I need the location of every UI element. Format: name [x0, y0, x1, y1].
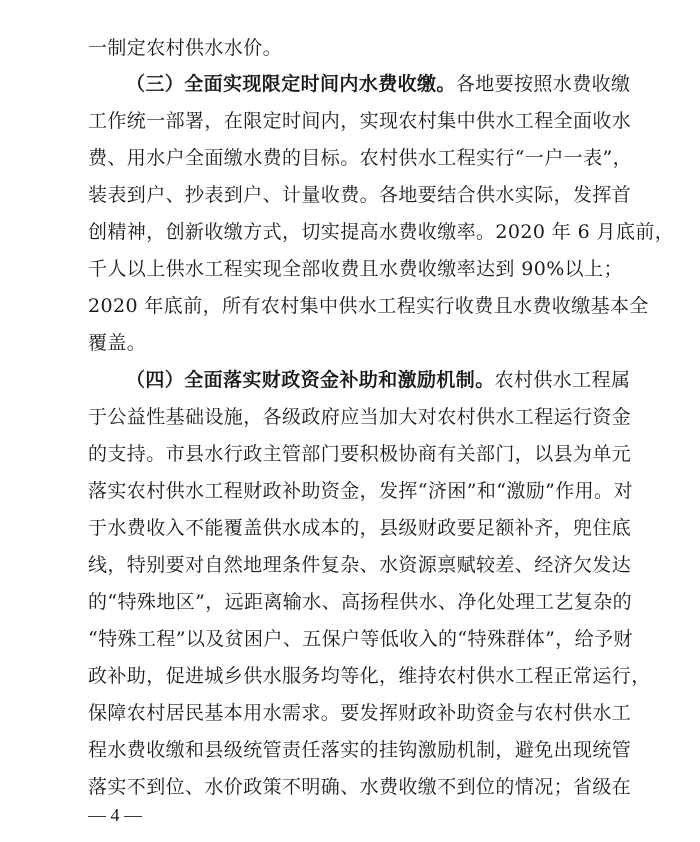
paragraph-line: 工作统一部署，在限定时间内，实现农村集中供水工程全面收水	[88, 110, 632, 132]
paragraph-line: 于水费收入不能覆盖供水成本的，县级财政要足额补齐，兜住底	[88, 517, 632, 539]
paragraph-text: 各地要按照水费收缴	[455, 73, 631, 95]
paragraph-line: 于公益性基础设施，各级政府应当加大对农村供水工程运行资金	[88, 406, 632, 428]
paragraph-line: 装表到户、抄表到户、计量收费。各地要结合供水实际，发挥首	[88, 184, 632, 206]
paragraph-line: 一制定农村供水水价。	[88, 37, 283, 59]
paragraph-line: 千人以上供水工程实现全部收费且水费收缴率达到 90%以上；	[88, 258, 623, 280]
paragraph-line: 的支持。市县水行政主管部门要积极协商有关部门，以县为单元	[88, 443, 632, 465]
paragraph-line: 落实农村供水工程财政补助资金，发挥“济困”和“激励”作用。对	[88, 480, 633, 502]
section-4-heading: （四）全面落实财政资金补助和激励机制。	[126, 369, 495, 391]
paragraph-line: “特殊工程”以及贫困户、五保户等低收入的“特殊群体”，给予财	[88, 628, 633, 650]
paragraph-line: 费、用水户全面缴水费的目标。农村供水工程实行“一户一表”，	[88, 147, 633, 169]
section-4-first-line	[126, 362, 631, 398]
paragraph-line: 程水费收缴和县级统管责任落实的挂钩激励机制，避免出现统管	[88, 739, 632, 761]
paragraph-line: 2020 年底前，所有农村集中供水工程实行收费且水费收缴基本全	[88, 295, 649, 317]
page-number: — 4 —	[88, 805, 142, 825]
paragraph-line: 线，特别要对自然地理条件复杂、水资源禀赋较差、经济欠发达	[88, 554, 632, 576]
section-3-first-line	[126, 66, 631, 102]
paragraph-text: 农村供水工程属	[494, 369, 631, 391]
paragraph-line: 覆盖。	[88, 332, 147, 354]
paragraph-line: 落实不到位、水价政策不明确、水费收缴不到位的情况；省级在	[88, 776, 632, 798]
paragraph-line: 创精神，创新收缴方式，切实提高水费收缴率。2020 年 6 月底前，	[88, 221, 675, 243]
paragraph-line: 的“特殊地区”，远距离输水、高扬程供水、净化处理工艺复杂的	[88, 591, 633, 613]
section-3-heading: （三）全面实现限定时间内水费收缴。	[126, 73, 456, 95]
paragraph-line: 保障农村居民基本用水需求。要发挥财政补助资金与农村供水工	[88, 702, 632, 724]
paragraph-line: 政补助，促进城乡供水服务均等化，维持农村供水工程正常运行，	[88, 665, 651, 687]
